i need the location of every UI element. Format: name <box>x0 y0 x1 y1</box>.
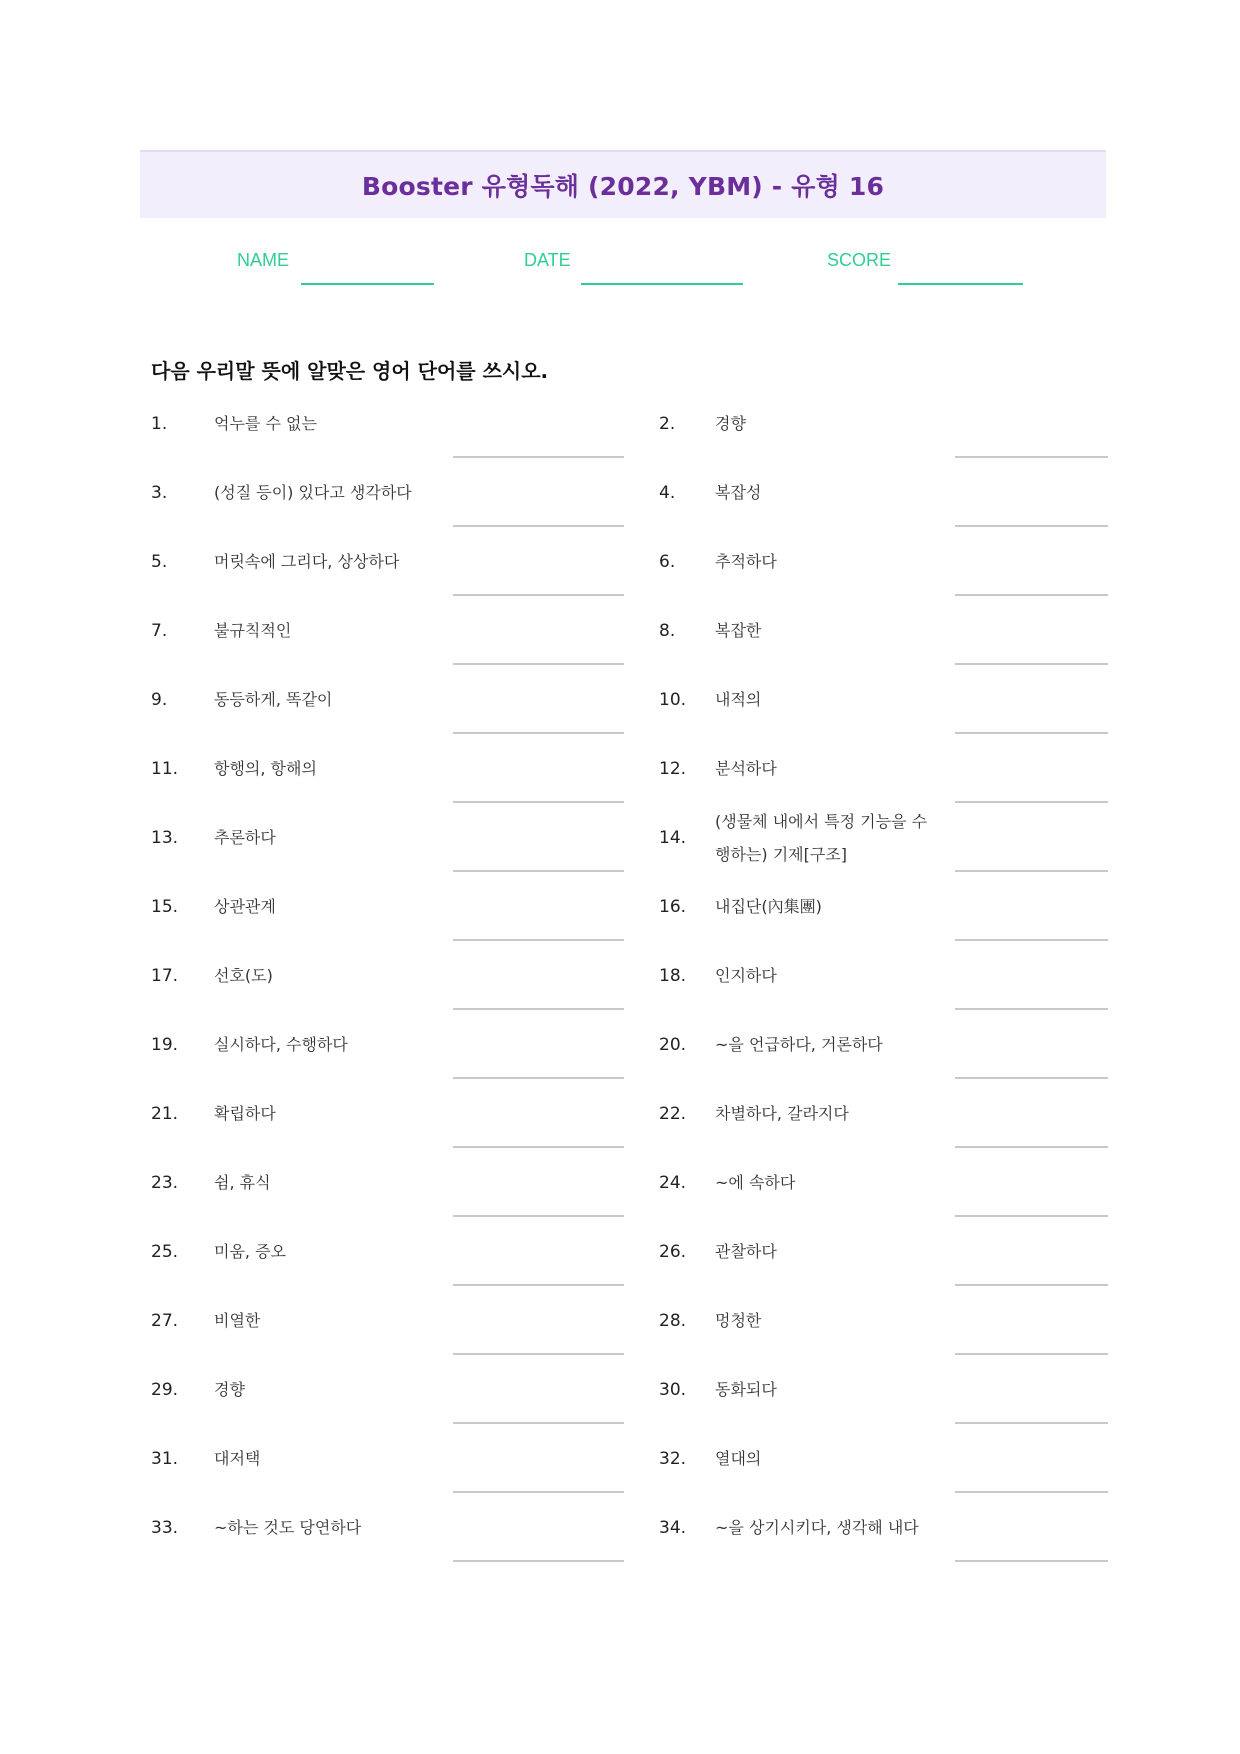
question-number: 22. <box>659 1103 687 1124</box>
question-item <box>0 803 1240 872</box>
question-meaning: 항행의, 항해의 <box>214 759 317 778</box>
question-meaning: 불규칙적인 <box>214 621 292 640</box>
question-meaning: ~하는 것도 당연하다 <box>214 1518 362 1537</box>
question-number: 34. <box>659 1517 687 1538</box>
question-item <box>0 665 1240 734</box>
question-item <box>0 1493 1240 1562</box>
instruction-text: 다음 우리말 뜻에 알맞은 영어 단어를 쓰시오. <box>151 359 549 383</box>
question-meaning: 동등하게, 똑같이 <box>214 690 333 709</box>
question-meaning: 머릿속에 그리다, 상상하다 <box>214 552 400 571</box>
question-number: 7. <box>151 620 168 641</box>
score-label: SCORE <box>827 250 892 270</box>
score-input-line[interactable] <box>898 283 1023 285</box>
name-field <box>0 250 1240 290</box>
question-item <box>0 1217 1240 1286</box>
question-meaning: 복잡한 <box>715 621 762 640</box>
question-number: 23. <box>151 1172 179 1193</box>
question-number: 30. <box>659 1379 687 1400</box>
question-number: 2. <box>659 413 676 434</box>
question-meaning: 내적의 <box>715 690 762 709</box>
question-item <box>0 1079 1240 1148</box>
question-number: 16. <box>659 896 687 917</box>
question-meaning: 동화되다 <box>715 1380 777 1399</box>
question-meaning: 차별하다, 갈라지다 <box>715 1104 849 1123</box>
question-meaning: 미움, 증오 <box>214 1242 286 1261</box>
question-number: 28. <box>659 1310 687 1331</box>
question-number: 33. <box>151 1517 179 1538</box>
question-number: 5. <box>151 551 168 572</box>
question-item <box>0 458 1240 527</box>
question-item <box>0 1355 1240 1424</box>
question-meaning: 상관관계 <box>214 897 276 916</box>
question-number: 29. <box>151 1379 179 1400</box>
question-number: 8. <box>659 620 676 641</box>
question-number: 13. <box>151 827 179 848</box>
question-number: 20. <box>659 1034 687 1055</box>
question-number: 31. <box>151 1448 179 1469</box>
question-number: 1. <box>151 413 168 434</box>
question-number: 19. <box>151 1034 179 1055</box>
question-number: 25. <box>151 1241 179 1262</box>
question-meaning: ~을 상기시키다, 생각해 내다 <box>715 1518 919 1537</box>
question-meaning: (성질 등이) 있다고 생각하다 <box>214 483 412 502</box>
question-item <box>0 527 1240 596</box>
question-number: 18. <box>659 965 687 986</box>
answer-line[interactable] <box>955 1560 1108 1562</box>
question-meaning: 경향 <box>715 414 746 433</box>
date-label: DATE <box>524 250 571 270</box>
question-meaning: 확립하다 <box>214 1104 276 1123</box>
question-meaning: 관찰하다 <box>715 1242 777 1261</box>
question-number: 6. <box>659 551 676 572</box>
question-meaning: ~에 속하다 <box>715 1173 796 1192</box>
question-meaning: 복잡성 <box>715 483 762 502</box>
question-meaning: 열대의 <box>715 1449 762 1468</box>
question-number: 9. <box>151 689 168 710</box>
question-meaning: 추론하다 <box>214 828 276 847</box>
question-number: 12. <box>659 758 687 779</box>
question-meaning: 억누를 수 없는 <box>214 414 317 433</box>
question-number: 11. <box>151 758 179 779</box>
question-number: 26. <box>659 1241 687 1262</box>
question-number: 14. <box>659 827 687 848</box>
date-input-line[interactable] <box>581 283 743 285</box>
question-number: 10. <box>659 689 687 710</box>
question-number: 24. <box>659 1172 687 1193</box>
name-label: NAME <box>237 250 290 270</box>
question-meaning: 분석하다 <box>715 759 777 778</box>
question-number: 21. <box>151 1103 179 1124</box>
question-item <box>0 596 1240 665</box>
question-meaning: 실시하다, 수행하다 <box>214 1035 348 1054</box>
question-meaning: 비열한 <box>214 1311 261 1330</box>
question-number: 27. <box>151 1310 179 1331</box>
question-number: 4. <box>659 482 676 503</box>
question-number: 15. <box>151 896 179 917</box>
question-item <box>0 734 1240 803</box>
worksheet-title: Booster 유형독해 (2022, YBM) - 유형 16 <box>361 172 885 201</box>
question-item <box>0 872 1240 941</box>
question-meaning: (생물체 내에서 특정 기능을 수행하는) 기제[구조] <box>715 811 928 864</box>
question-meaning: ~을 언급하다, 거론하다 <box>715 1035 883 1054</box>
question-meaning: 선호(도) <box>214 966 273 985</box>
question-meaning: 추적하다 <box>715 552 777 571</box>
worksheet-title-bar <box>140 150 1106 218</box>
question-item <box>0 389 1240 458</box>
question-item <box>0 1010 1240 1079</box>
question-number: 32. <box>659 1448 687 1469</box>
question-item <box>0 941 1240 1010</box>
question-meaning: 멍청한 <box>715 1311 762 1330</box>
question-meaning: 인지하다 <box>715 966 777 985</box>
question-meaning: 쉼, 휴식 <box>214 1173 271 1192</box>
question-number: 17. <box>151 965 179 986</box>
question-meaning: 경향 <box>214 1380 245 1399</box>
question-number: 3. <box>151 482 168 503</box>
question-item <box>0 1424 1240 1493</box>
question-item <box>0 1148 1240 1217</box>
question-meaning: 대저택 <box>214 1449 261 1468</box>
name-input-line[interactable] <box>301 283 434 285</box>
question-meaning: 내집단(內集團) <box>715 897 822 916</box>
question-item <box>0 1286 1240 1355</box>
